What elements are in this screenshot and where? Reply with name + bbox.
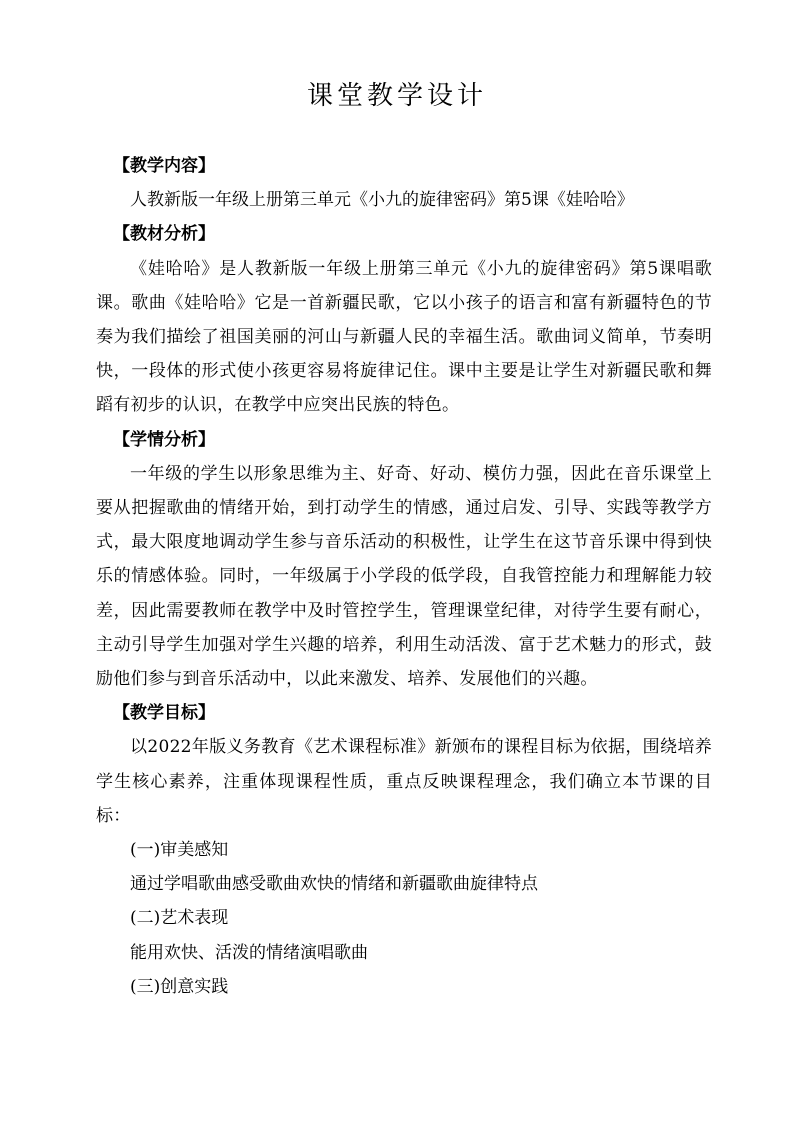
section-heading-students: 【学情分析】 (113, 429, 215, 450)
goal-item-text: 能用欢快、活泼的情绪演唱歌曲 (130, 942, 368, 963)
section-heading-goals: 【教学目标】 (113, 703, 215, 724)
section-heading-content: 【教学内容】 (113, 156, 215, 176)
document-body (96, 149, 712, 1004)
goal-item-label: (二)艺术表现 (130, 908, 229, 929)
goal-item-label: (三)创意实践 (130, 976, 229, 997)
goal-item-text: 通过学唱歌曲感受歌曲欢快的情绪和新疆歌曲旋律特点 (130, 874, 538, 895)
material-paragraph: 《娃哈哈》是人教新版一年级上册第三单元《小九的旋律密码》第5课唱歌课。歌曲《娃哈哈》它是一首新疆民歌，它以小孩子的语言和富有新疆特色的节奏为我们描绘了祖国美丽的河山与新疆人民的幸福生活。歌曲词义简单，节奏明快，一段体的形式使小孩更容易将旋律记住。课中主要是让学生对新疆民歌和舞蹈有初步的认识，在教学中应突出民族的特色。 (96, 258, 712, 416)
content-text: 人教新版一年级上册第三单元《小九的旋律密码》第5课《娃哈哈》 (130, 190, 634, 211)
goal-item-label: (一)审美感知 (130, 840, 229, 861)
page-title: 课堂教学设计 (306, 81, 487, 111)
students-paragraph: 一年级的学生以形象思维为主、好奇、好动、模仿力强，因此在音乐课堂上要从把握歌曲的情绪开始，到打动学生的情感，通过启发、引导、实践等教学方式，最大限度地调动学生参与音乐活动的积极性，让学生在这节音乐课中得到快乐的情感体验。同时，一年级属于小学段的低学段，自我管控能力和理解能力较差，因此需要教师在教学中及时管控学生，管理课堂纪律，对待学生要有耐心，主动引导学生加强对学生兴趣的培养，利用生动活泼、富于艺术魅力的形式，鼓励他们参与到音乐活动中，以此来激发、培养、发展他们的兴趣。 (96, 463, 712, 690)
section-heading-material: 【教材分析】 (113, 224, 215, 245)
goals-intro-paragraph: 以2022年版义务教育《艺术课程标准》新颁布的课程目标为依据，围绕培养学生核心素养，注重体现课程性质，重点反映课程理念，我们确立本节课的目标： (96, 737, 712, 826)
